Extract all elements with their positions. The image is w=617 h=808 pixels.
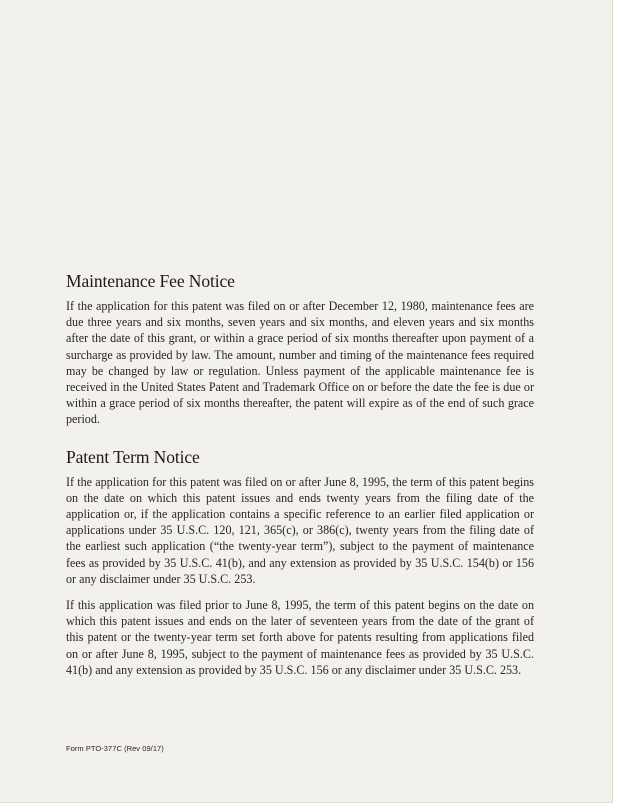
maintenance-fee-paragraph: If the application for this patent was filed on or after December 12, 1980, maintenance fees are due three years and six months, seven years and six months, and eleven years and six months after the date of this grant, or within a grace period of six months thereafter upon payment of a surcharge as provided by law. The amount, number and timing of the maintenance fees required may be changed by law or regulation. Unless payment of the applicable maintenance fee is received in the United States Patent and Trademark Office on or before the date the fee is due or within a grace period of six months thereafter, the patent will expire as of the end of such grace period. [66,299,534,427]
patent-term-section [66,446,534,678]
section-spacer [66,428,534,446]
form-number-footer: Form PTO-377C (Rev 09/17) [66,744,164,753]
paragraph-spacer [66,587,534,597]
maintenance-fee-heading: Maintenance Fee Notice [66,271,235,291]
notice-content [66,270,534,678]
patent-term-paragraph-2: If this application was filed prior to June 8, 1995, the term of this patent begins on the date on which this patent issues and ends on the later of seventeen years from the date of the grant of this patent or the twenty-year term set forth above for patents resulting from applications filed on or after June 8, 1995, subject to the payment of maintenance fees as provided by 35 U.S.C. 41(b) and any extension as provided by 35 U.S.C. 156 or any disclaimer under 35 U.S.C. 253. [66,598,534,677]
patent-term-paragraph-1: If the application for this patent was filed on or after June 8, 1995, the term of this patent begins on the date on which this patent issues and ends twenty years from the filing date of the application or, if the application contains a specific reference to an earlier filed application or applications under 35 U.S.C. 120, 121, 365(c), or 386(c), twenty years from the filing date of the earliest such application (“the twenty-year term”), subject to the payment of maintenance fees as provided by 35 U.S.C. 41(b), and any extension as provided by 35 U.S.C. 154(b) or 156 or any disclaimer under 35 U.S.C. 253. [66,474,534,586]
patent-term-heading: Patent Term Notice [66,446,200,467]
maintenance-fee-section [66,270,534,428]
